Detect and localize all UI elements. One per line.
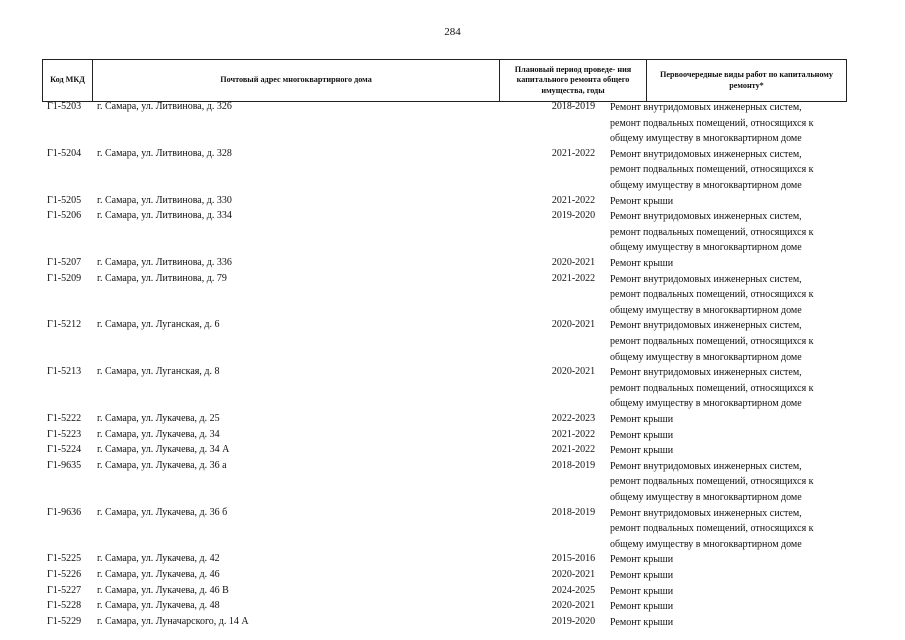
cell-address: г. Самара, ул. Лукачева, д. 48 xyxy=(97,600,220,612)
cell-period: 2020-2021 xyxy=(551,319,596,331)
cell-address: г. Самара, ул. Литвинова, д. 334 xyxy=(97,210,232,222)
works-line: Ремонт внутридомовых инженерных систем, xyxy=(610,148,802,160)
cell-code: Г1-5227 xyxy=(47,584,82,596)
cell-works xyxy=(610,443,850,459)
works-line: Ремонт внутридомовых инженерных систем, xyxy=(610,211,802,223)
cell-address: г. Самара, ул. Литвинова, д. 328 xyxy=(97,147,232,159)
works-line: Ремонт крыши xyxy=(610,445,674,457)
cell-code: Г1-5212 xyxy=(47,319,82,331)
works-line: Ремонт внутридомовых инженерных систем, xyxy=(610,273,802,285)
works-line: ремонт подвальных помещений, относящихся к xyxy=(610,382,814,394)
cell-address: г. Самара, ул. Луганская, д. 6 xyxy=(97,319,220,331)
cell-code: Г1-5222 xyxy=(47,413,82,424)
works-line: Ремонт крыши xyxy=(610,616,674,628)
cell-period: 2021-2022 xyxy=(551,194,596,206)
cell-period: 2020-2021 xyxy=(551,600,596,612)
cell-code: Г1-5224 xyxy=(47,444,82,456)
cell-address: г. Самара, ул. Лукачева, д. 34 А xyxy=(97,444,230,456)
cell-code: Г1-5228 xyxy=(47,600,82,612)
cell-period: 2015-2016 xyxy=(551,553,596,565)
works-line: Ремонт крыши xyxy=(610,570,674,581)
cell-period: 2020-2021 xyxy=(551,366,596,378)
works-line: Ремонт внутридомовых инженерных систем, xyxy=(610,507,802,519)
cell-works xyxy=(610,147,850,194)
works-line: Ремонт крыши xyxy=(610,414,674,425)
cell-period: 2021-2022 xyxy=(551,444,596,456)
cell-works xyxy=(610,615,850,631)
works-line: Ремонт крыши xyxy=(610,429,674,441)
works-line: общему имуществу в многоквартирном доме xyxy=(610,133,802,145)
cell-works xyxy=(610,209,850,256)
cell-address: г. Самара, ул. Литвинова, д. 330 xyxy=(97,194,232,206)
cell-code: Г1-5213 xyxy=(47,366,82,378)
works-line: Ремонт крыши xyxy=(610,585,674,597)
works-line: общему имуществу в многоквартирном доме xyxy=(610,351,802,363)
cell-period: 2021-2022 xyxy=(551,272,596,284)
works-line: ремонт подвальных помещений, относящихся к xyxy=(610,164,814,176)
cell-code: Г1-5225 xyxy=(47,553,82,565)
cell-code: Г1-5229 xyxy=(47,615,82,627)
works-line: ремонт подвальных помещений, относящихся к xyxy=(610,335,814,347)
cell-code: Г1-5203 xyxy=(47,101,82,112)
cell-works xyxy=(610,506,850,553)
cell-address: г. Самара, ул. Лукачева, д. 46 xyxy=(97,569,220,580)
works-line: общему имуществу в многоквартирном доме xyxy=(610,491,802,503)
cell-works xyxy=(610,272,850,319)
page-number: 284 xyxy=(444,26,461,38)
header-address: Почтовый адрес многоквартирного дома xyxy=(93,60,500,101)
cell-address: г. Самара, ул. Лукачева, д. 36 а xyxy=(97,459,227,471)
works-line: ремонт подвальных помещений, относящихся к xyxy=(610,523,814,535)
cell-works xyxy=(610,428,850,444)
header-period: Плановый период проведе- ния капитального ремонта общего имущества, годы xyxy=(500,60,647,101)
cell-code: Г1-9635 xyxy=(47,459,82,471)
cell-works xyxy=(610,256,850,272)
works-line: общему имуществу в многоквартирном доме xyxy=(610,398,802,410)
works-line: общему имуществу в многоквартирном доме xyxy=(610,538,802,550)
cell-period: 2021-2022 xyxy=(551,147,596,159)
cell-period: 2024-2025 xyxy=(551,584,596,596)
cell-address: г. Самара, ул. Луганская, д. 8 xyxy=(97,366,220,378)
cell-address: г. Самара, ул. Лукачева, д. 36 б xyxy=(97,506,228,518)
works-line: общему имуществу в многоквартирном доме xyxy=(610,242,802,254)
cell-code: Г1-5207 xyxy=(47,257,82,268)
cell-period: 2018-2019 xyxy=(551,459,596,471)
cell-code: Г1-5223 xyxy=(47,428,82,440)
cell-works xyxy=(610,100,850,147)
cell-code: Г1-5226 xyxy=(47,569,82,580)
cell-period: 2019-2020 xyxy=(551,210,596,222)
cell-period: 2022-2023 xyxy=(551,413,596,424)
cell-works xyxy=(610,412,850,428)
works-line: Ремонт внутридомовых инженерных систем, xyxy=(610,367,802,379)
works-line: Ремонт крыши xyxy=(610,601,674,613)
cell-period: 2018-2019 xyxy=(551,506,596,518)
cell-code: Г1-5204 xyxy=(47,147,82,159)
works-line: общему имуществу в многоквартирном доме xyxy=(610,304,802,316)
works-line: Ремонт крыши xyxy=(610,554,674,566)
cell-works xyxy=(610,584,850,600)
cell-period: 2020-2021 xyxy=(551,257,596,268)
cell-works xyxy=(610,599,850,615)
cell-address: г. Самара, ул. Лукачева, д. 34 xyxy=(97,428,220,440)
header-works: Первоочередные виды работ по капитальному ремонту* xyxy=(647,60,847,101)
cell-works xyxy=(610,318,850,365)
cell-code: Г1-5209 xyxy=(47,272,82,284)
cell-code: Г1-5206 xyxy=(47,210,82,222)
cell-code: Г1-9636 xyxy=(47,506,82,518)
works-line: Ремонт крыши xyxy=(610,195,674,207)
cell-works xyxy=(610,568,850,584)
cell-works xyxy=(610,365,850,412)
cell-works xyxy=(610,194,850,210)
cell-address: г. Самара, ул. Литвинова, д. 336 xyxy=(97,257,232,268)
cell-address: г. Самара, ул. Луначарского, д. 14 А xyxy=(97,615,249,627)
cell-period: 2021-2022 xyxy=(551,428,596,440)
works-line: ремонт подвальных помещений, относящихся к xyxy=(610,476,814,488)
cell-period: 2019-2020 xyxy=(551,615,596,627)
cell-period: 2018-2019 xyxy=(551,101,596,112)
cell-works xyxy=(610,459,850,506)
works-line: ремонт подвальных помещений, относящихся к xyxy=(610,289,814,301)
works-line: ремонт подвальных помещений, относящихся к xyxy=(610,117,814,129)
works-line: Ремонт внутридомовых инженерных систем, xyxy=(610,320,802,332)
header-code: Код МКД xyxy=(42,60,93,101)
cell-address: г. Самара, ул. Литвинова, д. 326 xyxy=(97,101,232,112)
cell-period: 2020-2021 xyxy=(551,569,596,580)
cell-address: г. Самара, ул. Лукачева, д. 42 xyxy=(97,553,220,565)
cell-address: г. Самара, ул. Лукачева, д. 46 В xyxy=(97,584,229,596)
works-line: общему имуществу в многоквартирном доме xyxy=(610,179,802,191)
cell-code: Г1-5205 xyxy=(47,194,82,206)
cell-works xyxy=(610,552,850,568)
works-line: Ремонт внутридомовых инженерных систем, xyxy=(610,102,802,113)
works-line: Ремонт внутридомовых инженерных систем, xyxy=(610,460,802,472)
works-line: ремонт подвальных помещений, относящихся к xyxy=(610,226,814,238)
works-line: Ремонт крыши xyxy=(610,258,674,269)
cell-address: г. Самара, ул. Литвинова, д. 79 xyxy=(97,272,227,284)
cell-address: г. Самара, ул. Лукачева, д. 25 xyxy=(97,413,220,424)
table-header xyxy=(42,59,847,102)
